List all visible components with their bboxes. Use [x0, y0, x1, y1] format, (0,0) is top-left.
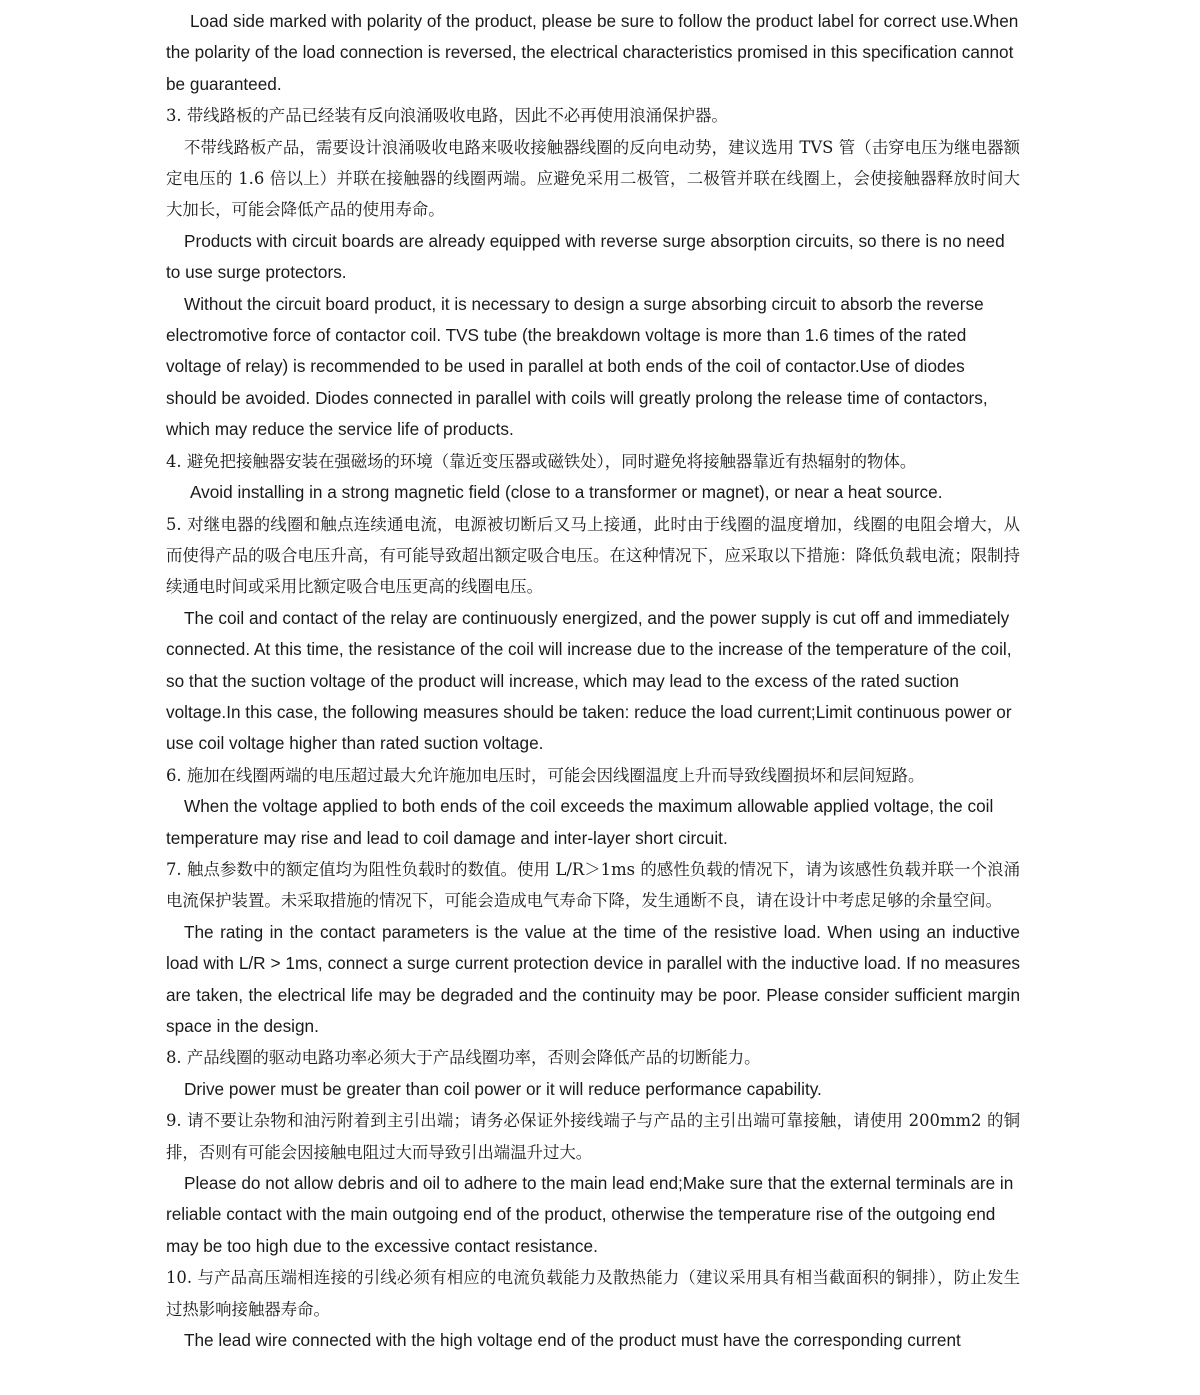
- paragraph-4-zh: 4. 避免把接触器安装在强磁场的环境（靠近变压器或磁铁处），同时避免将接触器靠近有热辐射的物体。: [166, 451, 917, 471]
- paragraph-4-en: Avoid installing in a strong magnetic field (close to a transformer or magnet), or near a heat source.: [190, 482, 943, 503]
- paragraph-3-zh: 3. 带线路板的产品已经装有反向浪涌吸收电路，因此不必再使用浪涌保护器。: [166, 106, 728, 126]
- paragraph-8-en: Drive power must be greater than coil power or it will reduce performance capability.: [184, 1078, 822, 1099]
- paragraph-3-detail-en: Without the circuit board product, it is necessary to design a surge absorbing circuit to absorb the reverse electromotive force of contactor coil. TVS tube (the breakdown voltage is more than 1.6 times of the rated voltage of relay) is recommended to be used in parallel at both ends of the coil of contactor.Use of diodes should be avoided. Diodes connected in parallel with coils will greatly prolong the release time of contactors, which may reduce the service life of products.: [166, 293, 988, 440]
- paragraph-6-zh: 6. 施加在线圈两端的电压超过最大允许施加电压时，可能会因线圈温度上升而导致线圈损坏和层间短路。: [166, 765, 925, 785]
- paragraph-6-en: When the voltage applied to both ends of the coil exceeds the maximum allowable applied voltage, the coil temperature may rise and lead to coil damage and inter-layer short circuit.: [166, 796, 994, 848]
- paragraph-7-en: The rating in the contact parameters is the value at the time of the resistive load. When using an inductive load with L/R > 1ms, connect a surge current protection device in parallel with the inductive load. If no measures are taken, the electrical life may be degraded and the continuity may be poor. Please consider sufficient margin space in the design.: [166, 921, 1020, 1036]
- paragraph-8-zh: 8. 产品线圈的驱动电路功率必须大于产品线圈功率，否则会降低产品的切断能力。: [166, 1048, 761, 1068]
- paragraph-10-zh: 10. 与产品高压端相连接的引线必须有相应的电流负载能力及散热能力（建议采用具有相当截面积的铜排），防止发生过热影响接触器寿命。: [166, 1268, 1020, 1319]
- paragraph-3-detail-zh: 不带线路板产品，需要设计浪涌吸收电路来吸收接触器线圈的反向电动势，建议选用 TVS 管（击穿电压为继电器额定电压的 1.6 倍以上）并联在接触器的线圈两端。应避免采用二极管，二极管并联在线圈上，会使接触器释放时间大大加长，可能会降低产品的使用寿命。: [166, 137, 1020, 220]
- paragraph-10-en: The lead wire connected with the high voltage end of the product must have the corresponding current: [184, 1330, 961, 1351]
- paragraph-7-zh: 7. 触点参数中的额定值均为阻性负载时的数值。使用 L/R＞1ms 的感性负载的情况下，请为该感性负载并联一个浪涌电流保护装置。未采取措施的情况下，可能会造成电气寿命下降，发生通断不良，请在设计中考虑足够的余量空间。: [166, 859, 1020, 911]
- paragraph-load-polarity-en: Load side marked with polarity of the product, please be sure to follow the product label for correct use.When the polarity of the load connection is reversed, the electrical characteristics promised in this specification cannot be guaranteed.: [166, 11, 1019, 94]
- document-page: [166, 6, 1020, 1356]
- paragraph-9-en: Please do not allow debris and oil to adhere to the main lead end;Make sure that the external terminals are in reliable contact with the main outgoing end of the product, otherwise the temperature rise of the outgoing end may be too high due to the excessive contact resistance.: [166, 1173, 1014, 1256]
- paragraph-9-zh: 9. 请不要让杂物和油污附着到主引出端；请务必保证外接线端子与产品的主引出端可靠接触，请使用 200mm2 的铜排，否则有可能会因接触电阻过大而导致引出端温升过大。: [166, 1111, 1020, 1162]
- paragraph-5-zh: 5. 对继电器的线圈和触点连续通电流，电源被切断后又马上接通，此时由于线圈的温度增加，线圈的电阻会增大，从而使得产品的吸合电压升高，有可能导致超出额定吸合电压。在这种情况下，应采取以下措施：降低负载电流；限制持续通电时间或采用比额定吸合电压更高的线圈电压。: [166, 514, 1020, 597]
- paragraph-3-en: Products with circuit boards are already equipped with reverse surge absorption circuits, so there is no need to use surge protectors.: [166, 230, 1005, 283]
- paragraph-5-en: The coil and contact of the relay are continuously energized, and the power supply is cut off and immediately connected. At this time, the resistance of the coil will increase due to the increase of the temperature of the coil, so that the suction voltage of the product will increase, which may lead to the excess of the rated suction voltage.In this case, the following measures should be taken: reduce the load current;Limit continuous power or use coil voltage higher than rated suction voltage.: [166, 607, 1012, 754]
